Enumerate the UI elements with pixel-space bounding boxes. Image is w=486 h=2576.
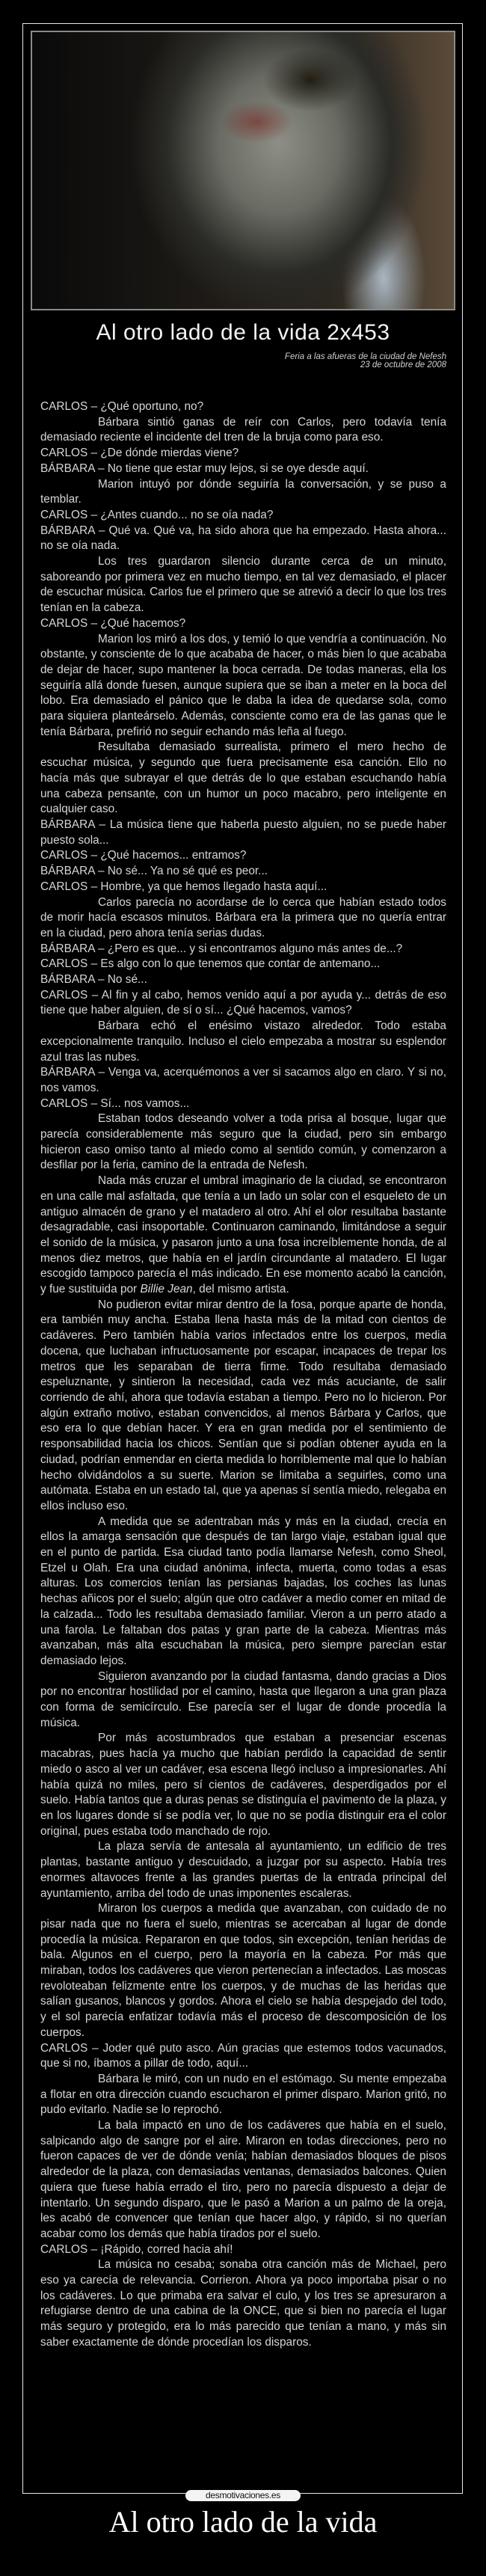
poster-caption: Al otro lado de la vida: [108, 2505, 378, 2539]
paragraph-text: Estaban todos deseando volver a toda prisa al bosque, lugar que parecía considerablemente más seguro que la ciudad, pero sin embargo hicieron caso omiso tanto al miedo como al sentido común, y comenzaron a desfilar por la feria, camino de la entrada de Nefesh.: [40, 1112, 446, 1172]
paragraph-text: Nada más cruzar el umbral imaginario de la ciudad, se encontraron en una calle mal asfaltada, que tenía a un lado un solar con el esqueleto de un antiguo almacén de grano y el matadero al otro. Ahí el olor resultaba bastante desagradable, casi insoportable. Continuaron caminando, limitándose a seguir el sonido de la música, y pasaron junto a una fosa increíblemente honda, de al menos diez metros, que había en el jardín circundante al matadero. El lugar escogido tampoco parecía el más indicado. En ese momento acabó la canción, y fue sustituida por: [40, 1174, 446, 1296]
paragraph-text: La música no cesaba; sonaba otra canción más de Michael, pero eso ya carecía de relevancia. Corrieron. Ahora ya poco importaba pisar o no los cadáveres. Lo que primaba era salvar el culo, y los tres se apresuraron a refugiarse dentro de una cabina de la ONCE, que si bien no parecía el lugar más seguro y protegido, era lo más parecido que tenían a mano, y más sin saber exactamente de dónde procedían los disparos.: [40, 2258, 446, 2349]
paragraph-text: BÁRBARA – Venga va, acerquémonos a ver si sacamos algo en claro. Y si no, nos vamos.: [40, 1066, 446, 1094]
paragraph-text: Carlos parecía no acordarse de lo cerca que habían estado todos de morir hacía escasos minutos. Bárbara era la primera que no quería entrar en la ciudad, pero ahora tenía serias dudas.: [40, 895, 446, 939]
dialogue-line: [40, 446, 446, 461]
paragraph-text: Marion intuyó por dónde seguiría la conversación, y se puso a temblar.: [40, 477, 446, 506]
paragraph-text: CARLOS – Sí... nos vamos...: [40, 1097, 190, 1110]
paragraph-text: CARLOS – Es algo con lo que tenemos que contar de antemano...: [40, 957, 381, 971]
paragraph-text: CARLOS – Al fin y al cabo, hemos venido aquí a por ayuda y... detrás de eso tiene que haber alguien, de sí o sí... ¿Qué hacemos, vamos?: [40, 988, 446, 1017]
dialogue-line: [40, 1065, 446, 1096]
site-logo[interactable]: desmotivaciones.es: [185, 2490, 301, 2501]
dialogue-line: [40, 848, 446, 864]
narration-paragraph: [40, 2257, 446, 2350]
paragraph-text: Bárbara sintió ganas de reír con Carlos, pero todavía tenía demasiado reciente el incidente del tren de la bruja como para eso.: [40, 415, 446, 444]
paragraph-text: Bárbara echó el enésimo vistazo alrededor. Todo estaba excepcionalmente tranquilo. Incluso el cielo empezaba a mostrar su esplendor azul tras las nubes.: [40, 1019, 446, 1064]
dialogue-line: [40, 2242, 446, 2258]
paragraph-text: La bala impactó en uno de los cadáveres que había en el suelo, salpicando algo de sangre por el aire. Miraron en todas direcciones, pero no fueron capaces de ver de dónde venía; habían demasiados bloques de pisos alrededor de la plaza, con demasiadas ventanas, demasiados balcones. Quien quiera que fuese había errado el tiro, pero no parecía dispuesto a dejar de intentarlo. Un segundo disparo, que le pasó a Marion a un palmo de la oreja, les acabó de convencer que tenían que hacer algo, y rápido, si no querían acabar como los demás que había tirados por el suelo.: [40, 2119, 446, 2240]
dialogue-line: [40, 864, 446, 880]
narration-paragraph: [40, 1515, 446, 1669]
dialogue-line: [40, 461, 446, 477]
narration-paragraph: [40, 1298, 446, 1515]
narration-paragraph: [40, 1669, 446, 1732]
paragraph-text: BÁRBARA – Qué va. Qué va, ha sido ahora que ha empezado. Hasta ahora... no se oía nada.: [40, 524, 446, 553]
dialogue-line: [40, 524, 446, 554]
narration-paragraph: [40, 895, 446, 942]
paragraph-text: BÁRBARA – La música tiene que haberla puesto alguien, no se puede haber puesto sola...: [40, 818, 446, 847]
narration-paragraph: [40, 632, 446, 740]
paragraph-text: CARLOS – ¿De dónde mierdas viene?: [40, 447, 239, 460]
narration-paragraph: [40, 740, 446, 818]
paragraph-text: Resultaba demasiado surrealista, primero el mero hecho de escuchar música, y segundo que fuera precisamente esa canción. Ello no hacía más que subrayar el que detrás de lo que estaban escuchando había una cabeza pensante, con un humor un poco macabro, pero inteligente en cualquier caso.: [40, 740, 446, 816]
paragraph-text: CARLOS – Joder qué puto asco. Aún gracias que estemos todos vacunados, que si no, íbamos a pillar de todo, aquí...: [40, 2041, 446, 2070]
dialogue-line: [40, 2041, 446, 2072]
paragraph-text: Marion los miró a los dos, y temió lo que vendría a continuación. No obstante, y consciente de lo que acababa de hacer, o más bien lo que acababa de dejar de hacer, supo mantener la boca cerrada. De todas maneras, ella los seguiría allá donde fuesen, aunque supiera que se iban a meter en la boca del lobo. Era demasiado el pánico que le daba la idea de quedarse sola, como para siquiera planteárselo. Además, consciente como era de las ganas que le tenía Bárbara, prefirió no seguir echando más leña al fuego.: [40, 632, 446, 738]
paragraph-text: CARLOS – ¿Qué oportuno, no?: [40, 400, 204, 413]
narration-paragraph: [40, 2072, 446, 2118]
paragraph-text: No pudieron evitar mirar dentro de la fosa, porque aparte de honda, era también muy ancha. Estaba llena hasta más de la mitad con cientos de cadáveres. Pero también había varios infectados entre los cuerpos, media docena, que luchaban infructuosamente por escapar, incapaces de trepar los metros que les separaban de tierra firme. Todo resultaba demasiado espeluznante, y sintieron la necesidad, cada vez más acuciante, de salir corriendo de ahí, ahora que todavía estaban a tiempo. Pero no lo hicieron. Por algún extraño motivo, estaban convencidos, al menos Bárbara y Carlos, que eso era lo que debían hacer. Y era en gran medida por el sentimiento de responsabilidad hacia los chicos. Sentían que si podían obtener ayuda en la ciudad, podrían enmendar en cierta medida lo horriblemente mal que lo habían hecho olvidándolos a su suerte. Marion se limitaba a seguirles, como una autómata. Estaba en un estado tal, que ya apenas sí sentía miedo, relegaba en ellos incluso eso.: [40, 1298, 446, 1512]
dialogue-line: [40, 616, 446, 632]
paragraph-text: Miraron los cuerpos a medida que avanzaban, con cuidado de no pisar nada que no fuera el suelo, mientras se acercaban al lugar de donde procedía la música. Repararon en que todos, sin excepción, tenían heridas de bala. Algunos en el cuerpo, pero la mayoría en la cabeza. Por más que miraban, todos los cadáveres que vieron pertenecían a infectados. Las moscas revoloteaban felizmente entre los cuerpos, y de muchas de las heridas que salían gusanos, blancos y gordos. Ahora el cielo se había despejado del todo, y el sol parecía enfatizar todavía más el proceso de descomposición de los cuerpos.: [40, 1902, 446, 2039]
dialogue-line: [40, 818, 446, 848]
narration-paragraph: [40, 1174, 446, 1298]
narration-paragraph: [40, 415, 446, 446]
dialogue-line: [40, 508, 446, 524]
paragraph-text: Por más acostumbrados que estaban a presenciar escenas macabras, pues hacía ya mucho que habían perdido la capacidad de sentir miedo o asco al ver un cadáver, esa escena llegó incluso a impresionarles. Ahí había quizá no miles, pero sí cientos de cadáveres, desperdigados por el suelo. Había tantos que a duras penas se distinguía el pavimento de la plaza, y en los lugares donde sí se podía ver, lo que no se podía distinguir era el color original, pues estaba todo manchado de rojo.: [40, 1732, 446, 1838]
paragraph-text: Los tres guardaron silencio durante cerca de un minuto, saboreando por primera vez en mucho tiempo, en tal vez demasiado, el placer de escuchar música. Carlos fue el primero que se atrevió a decir lo que los tres tenían en la cabeza.: [40, 555, 446, 615]
dialogue-line: [40, 399, 446, 415]
poster-title: Al otro lado de la vida 2x453: [96, 320, 390, 345]
narration-paragraph: [40, 1901, 446, 2040]
paragraph-text: BÁRBARA – No tiene que estar muy lejos, si se oye desde aquí.: [40, 461, 369, 475]
paragraph-text: A medida que se adentraban más y más en la ciudad, crecía en ellos la amarga sensación que después de tan largo viaje, estaban igual que en el punto de partida. Esa ciudad tanto podía llamarse Nefesh, como Sheol, Etzel u Olah. Era una ciudad anónima, infecta, muerta, como todas a esas alturas. Los comercios tenían las persianas bajadas, los coches las lunas hechas añicos por el suelo; algún que otro cadáver a medio comer en mitad de la calzada... Todo les resultaba demasiado familiar. Vieron a un perro atado a una farola. Le faltaban dos patas y gran parte de la cabeza. Mientras más avanzaban, más alta escuchaban la música, pero siempre parecían estar demasiado lejos.: [40, 1515, 446, 1667]
paragraph-text: BÁRBARA – ¿Pero es que... y si encontramos alguno más antes de...?: [40, 942, 403, 955]
paragraph-text: La plaza servía de antesala al ayuntamiento, un edificio de tres plantas, bastante antiguo y descuidado, a juzgar por su aspecto. Había tres enormes altavoces frente a las grandes puertas de la entrada principal del ayuntamiento, arriba del todo de unas imponentes escaleras.: [40, 1840, 446, 1900]
dialogue-line: [40, 972, 446, 988]
narration-paragraph: [40, 1111, 446, 1174]
narration-paragraph: [40, 1839, 446, 1901]
paragraph-text: CARLOS – Hombre, ya que hemos llegado hasta aquí...: [40, 880, 327, 893]
paragraph-text: CARLOS – ¿Qué hacemos?: [40, 616, 186, 630]
paragraph-text: CARLOS – ¡Rápido, corred hacia ahí!: [40, 2242, 233, 2256]
paragraph-text: BÁRBARA – No sé... Ya no sé qué es peor...: [40, 865, 268, 878]
narration-paragraph: [40, 2118, 446, 2242]
scene-date: 23 de octubre de 2008: [360, 361, 446, 369]
zombie-face-photo: [31, 31, 455, 310]
paragraph-text: , del mismo artista.: [192, 1283, 289, 1296]
narration-paragraph: [40, 1731, 446, 1839]
song-title: Billie Jean: [140, 1283, 193, 1296]
narration-paragraph: [40, 1019, 446, 1065]
scene-heading: [285, 353, 446, 369]
paragraph-text: Siguieron avanzando por la ciudad fantasma, dando gracias a Dios por no encontrar hostilidad por el camino, hasta que llegaron a una gran plaza con forma de semicírculo. Ese parecía ser el lugar de donde procedía la música.: [40, 1669, 446, 1729]
paragraph-text: BÁRBARA – No sé...: [40, 973, 147, 987]
paragraph-text: Bárbara le miró, con un nudo en el estómago. Su mente empezaba a flotar en otra dirección cuando escucharon el primer disparo. Marion gritó, no pudo evitarlo. Nadie se lo reprochó.: [40, 2072, 446, 2117]
narration-paragraph: [40, 554, 446, 616]
dialogue-line: [40, 942, 446, 957]
dialogue-line: [40, 1097, 446, 1112]
paragraph-text: CARLOS – ¿Antes cuando... no se oía nada?: [40, 508, 274, 521]
narration-paragraph: [40, 477, 446, 508]
paragraph-text: CARLOS – ¿Qué hacemos... entramos?: [40, 849, 247, 862]
dialogue-line: [40, 988, 446, 1019]
story-text: [40, 399, 446, 2351]
scene-location: Feria a las afueras de la ciudad de Nefesh: [284, 352, 446, 361]
dialogue-line: [40, 880, 446, 895]
dialogue-line: [40, 957, 446, 972]
